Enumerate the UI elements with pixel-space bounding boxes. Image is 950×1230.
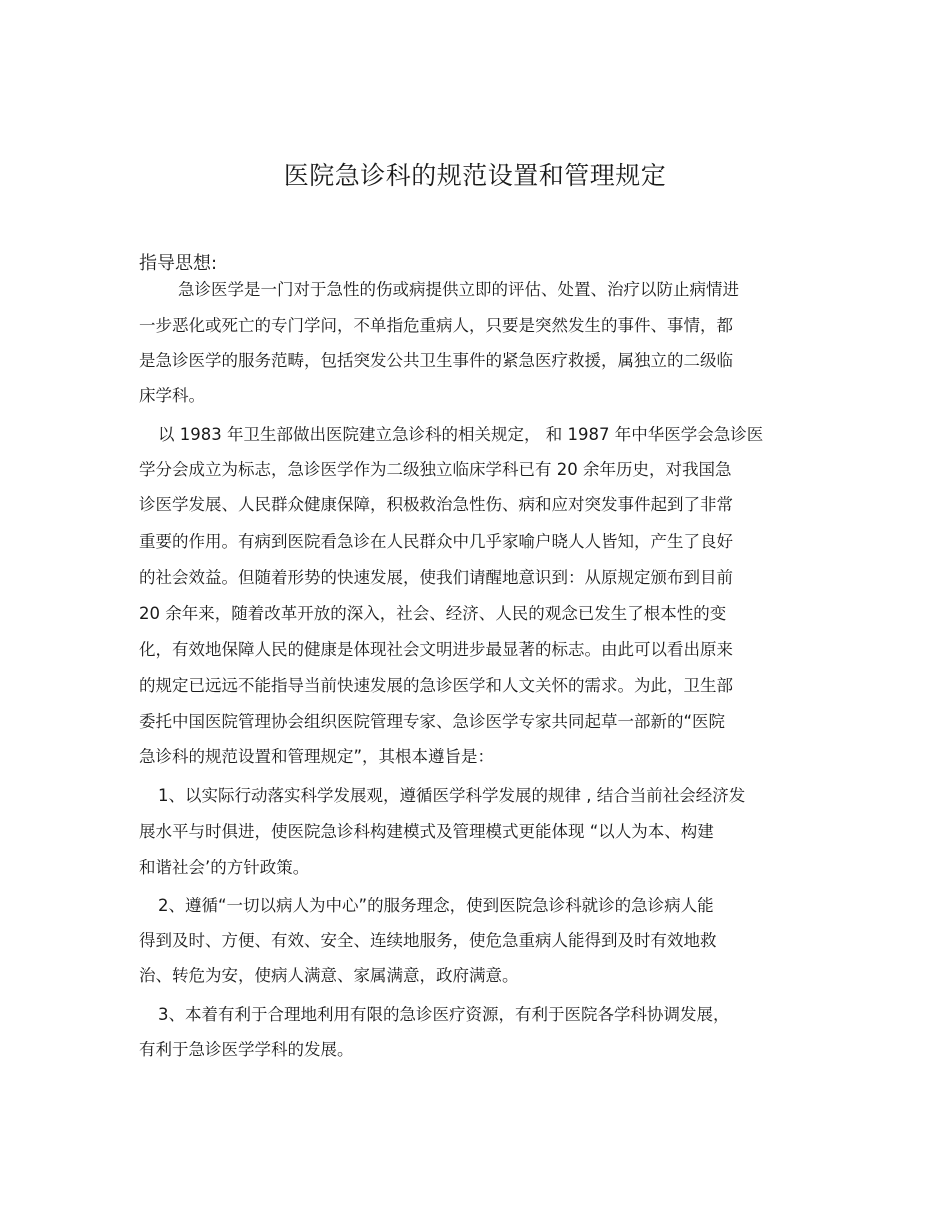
- paragraph-line: 以 1983 年卫生部做出医院建立急诊科的相关规定， 和 1987 年中华医学会急诊医: [158, 425, 764, 444]
- list-item-line: 3、本着有利于合理地利用有限的急诊医疗资源，有利于医院各学科协调发展，: [158, 1005, 730, 1024]
- section-heading: 指导思想:: [139, 253, 218, 274]
- paragraph-line: 学分会成立为标志，急诊医学作为二级独立临床学科已有 20 余年历史，对我国急: [139, 460, 732, 479]
- document-title: 医院急诊科的规范设置和管理规定: [283, 161, 667, 190]
- paragraph-line: 一步恶化或死亡的专门学问，不单指危重病人，只要是突然发生的事件、事情，都: [139, 316, 733, 335]
- paragraph-line: 重要的作用。有病到医院看急诊在人民群众中几乎家喻户晓人人皆知，产生了良好: [139, 532, 733, 551]
- paragraph-line: 化，有效地保障人民的健康是体现社会文明进步最显著的标志。由此可以看出原来: [139, 640, 733, 659]
- paragraph-line: 是急诊医学的服务范畴，包括突发公共卫生事件的紧急医疗救援，属独立的二级临: [139, 351, 733, 370]
- list-item-line: 展水平与时俱进，使医院急诊科构建模式及管理模式更能体现 “以人为本、构建: [139, 822, 714, 841]
- list-item-line: 有利于急诊医学学科的发展。: [139, 1040, 354, 1059]
- paragraph-line: 急诊医学是一门对于急性的伤或病提供立即的评估、处置、治疗以防止病情进: [178, 280, 739, 299]
- list-item-line: 得到及时、方便、有效、安全、连续地服务，使危急重病人能得到及时有效地救: [139, 931, 717, 950]
- paragraph-line: 急诊科的规范设置和管理规定”，其根本遵旨是：: [139, 747, 495, 766]
- paragraph-line: 诊医学发展、人民群众健康保障，积极救治急性伤、病和应对突发事件起到了非常: [139, 495, 733, 514]
- paragraph-line: 床学科。: [139, 386, 205, 405]
- paragraph-line: 20 余年来，随着改革开放的深入，社会、经济、人民的观念已发生了根本性的变: [139, 604, 727, 623]
- paragraph-line: 的规定已远远不能指导当前快速发展的急诊医学和人文关怀的需求。为此，卫生部: [139, 676, 733, 695]
- list-item-line: 和谐社会’的方针政策。: [139, 858, 310, 877]
- list-item-line: 1、以实际行动落实科学发展观，遵循医学科学发展的规律 , 结合当前社会经济发: [158, 786, 746, 805]
- list-item-line: 2、遵循“一切以病人为中心”的服务理念，使到医院急诊科就诊的急诊病人能: [158, 896, 714, 915]
- paragraph-line: 委托中国医院管理协会组织医院管理专家、急诊医学专家共同起草一部新的“医院: [139, 712, 726, 731]
- list-item-line: 治、转危为安，使病人满意、家属满意，政府满意。: [139, 966, 519, 985]
- paragraph-line: 的社会效益。但随着形势的快速发展，使我们请醒地意识到：从原规定颁布到目前: [139, 568, 733, 587]
